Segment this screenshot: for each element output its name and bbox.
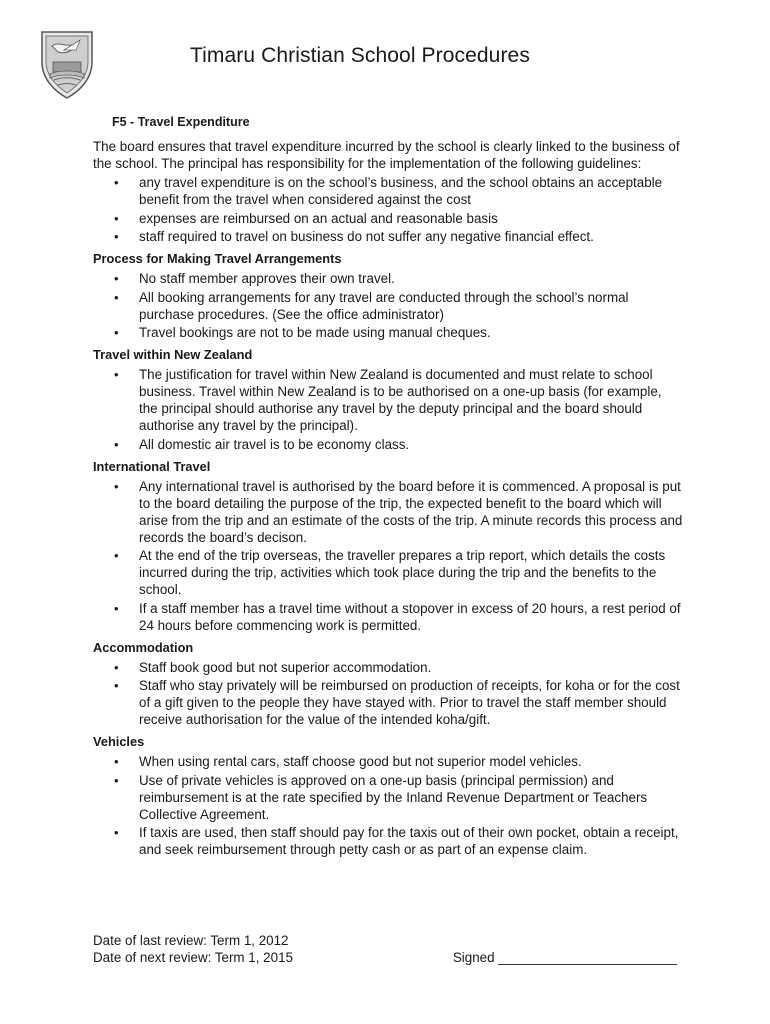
list-item: • staff required to travel on business do not suffer any negative financial effect. — [93, 228, 683, 245]
list-item: • Any international travel is authorised by the board before it is commenced. A proposal is put to the board detailing the purpose of the trip, the expected benefit to the board which will arise from the trip and an estimate of the costs of the trip. A minute records this process and records the board’s decison. — [93, 478, 683, 546]
list-item: • Travel bookings are not to be made using manual cheques. — [93, 324, 683, 341]
section-list — [93, 366, 683, 453]
list-item: • Staff who stay privately will be reimbursed on production of receipts, for koha or for the cost of a gift given to the people they have stayed with. Prior to travel the staff member should receive authorisation for the value of the intended koha/gift. — [93, 677, 683, 728]
list-item: • All domestic air travel is to be economy class. — [93, 436, 683, 453]
section-list — [93, 270, 683, 341]
section-list — [93, 478, 683, 634]
list-item: • expenses are reimbursed on an actual and reasonable basis — [93, 210, 683, 227]
list-item: • At the end of the trip overseas, the traveller prepares a trip report, which details the costs incurred during the trip, activities which took place during the trip and the benefits to the school. — [93, 547, 683, 598]
intro-paragraph: The board ensures that travel expenditure incurred by the school is clearly linked to the business of the school. The principal has responsibility for the implementation of the following guidelines: — [93, 139, 680, 171]
list-item: • The justification for travel within New Zealand is documented and must relate to school business. Travel within New Zealand is to be authorised on a one-up basis (for example, the principal should authorise any travel by the deputy principal and the board should authorise any travel by the principal). — [93, 366, 683, 434]
list-item: • No staff member approves their own travel. — [93, 270, 683, 287]
footer-row — [93, 949, 683, 966]
signature-line: Signed ________________________ — [452, 950, 677, 965]
list-item: • If a staff member has a travel time without a stopover in excess of 20 hours, a rest period of 24 hours before commencing work is permitted. — [93, 600, 683, 634]
document-body — [93, 114, 683, 860]
list-item: • When using rental cars, staff choose good but not superior model vehicles. — [93, 753, 683, 770]
list-item: • All booking arrangements for any travel are conducted through the school’s normal purchase procedures. (See the office administrator) — [93, 289, 683, 323]
list-item: • Staff book good but not superior accommodation. — [93, 659, 683, 676]
list-item: • If taxis are used, then staff should pay for the taxis out of their own pocket, obtain a receipt, and seek reimbursement through petty cash or as part of an expense claim. — [93, 824, 683, 858]
last-review-date: Date of last review: Term 1, 2012 — [93, 933, 289, 948]
school-crest-icon — [34, 28, 100, 100]
list-item: • Use of private vehicles is approved on a one-up basis (principal permission) and reimbursement is at the rate specified by the Inland Revenue Department or Teachers Collective Agreement. — [93, 772, 683, 823]
review-footer — [93, 932, 683, 966]
section-heading: International Travel — [93, 458, 211, 474]
next-review-date: Date of next review: Term 1, 2015 — [93, 950, 293, 965]
page-title: Timaru Christian School Procedures — [190, 44, 530, 67]
section-list — [93, 753, 683, 858]
section-heading: Accommodation — [93, 639, 194, 655]
section-heading: Process for Making Travel Arrangements — [93, 251, 342, 266]
intro-list — [93, 174, 683, 245]
section-list — [93, 659, 683, 729]
section-heading: Travel within New Zealand — [93, 347, 253, 362]
list-item: • any travel expenditure is on the school’s business, and the school obtains an acceptable benefit from the travel when considered against the cost — [93, 174, 683, 208]
section-heading: Vehicles — [93, 734, 145, 749]
policy-subtitle: F5 - Travel Expenditure — [112, 115, 250, 129]
